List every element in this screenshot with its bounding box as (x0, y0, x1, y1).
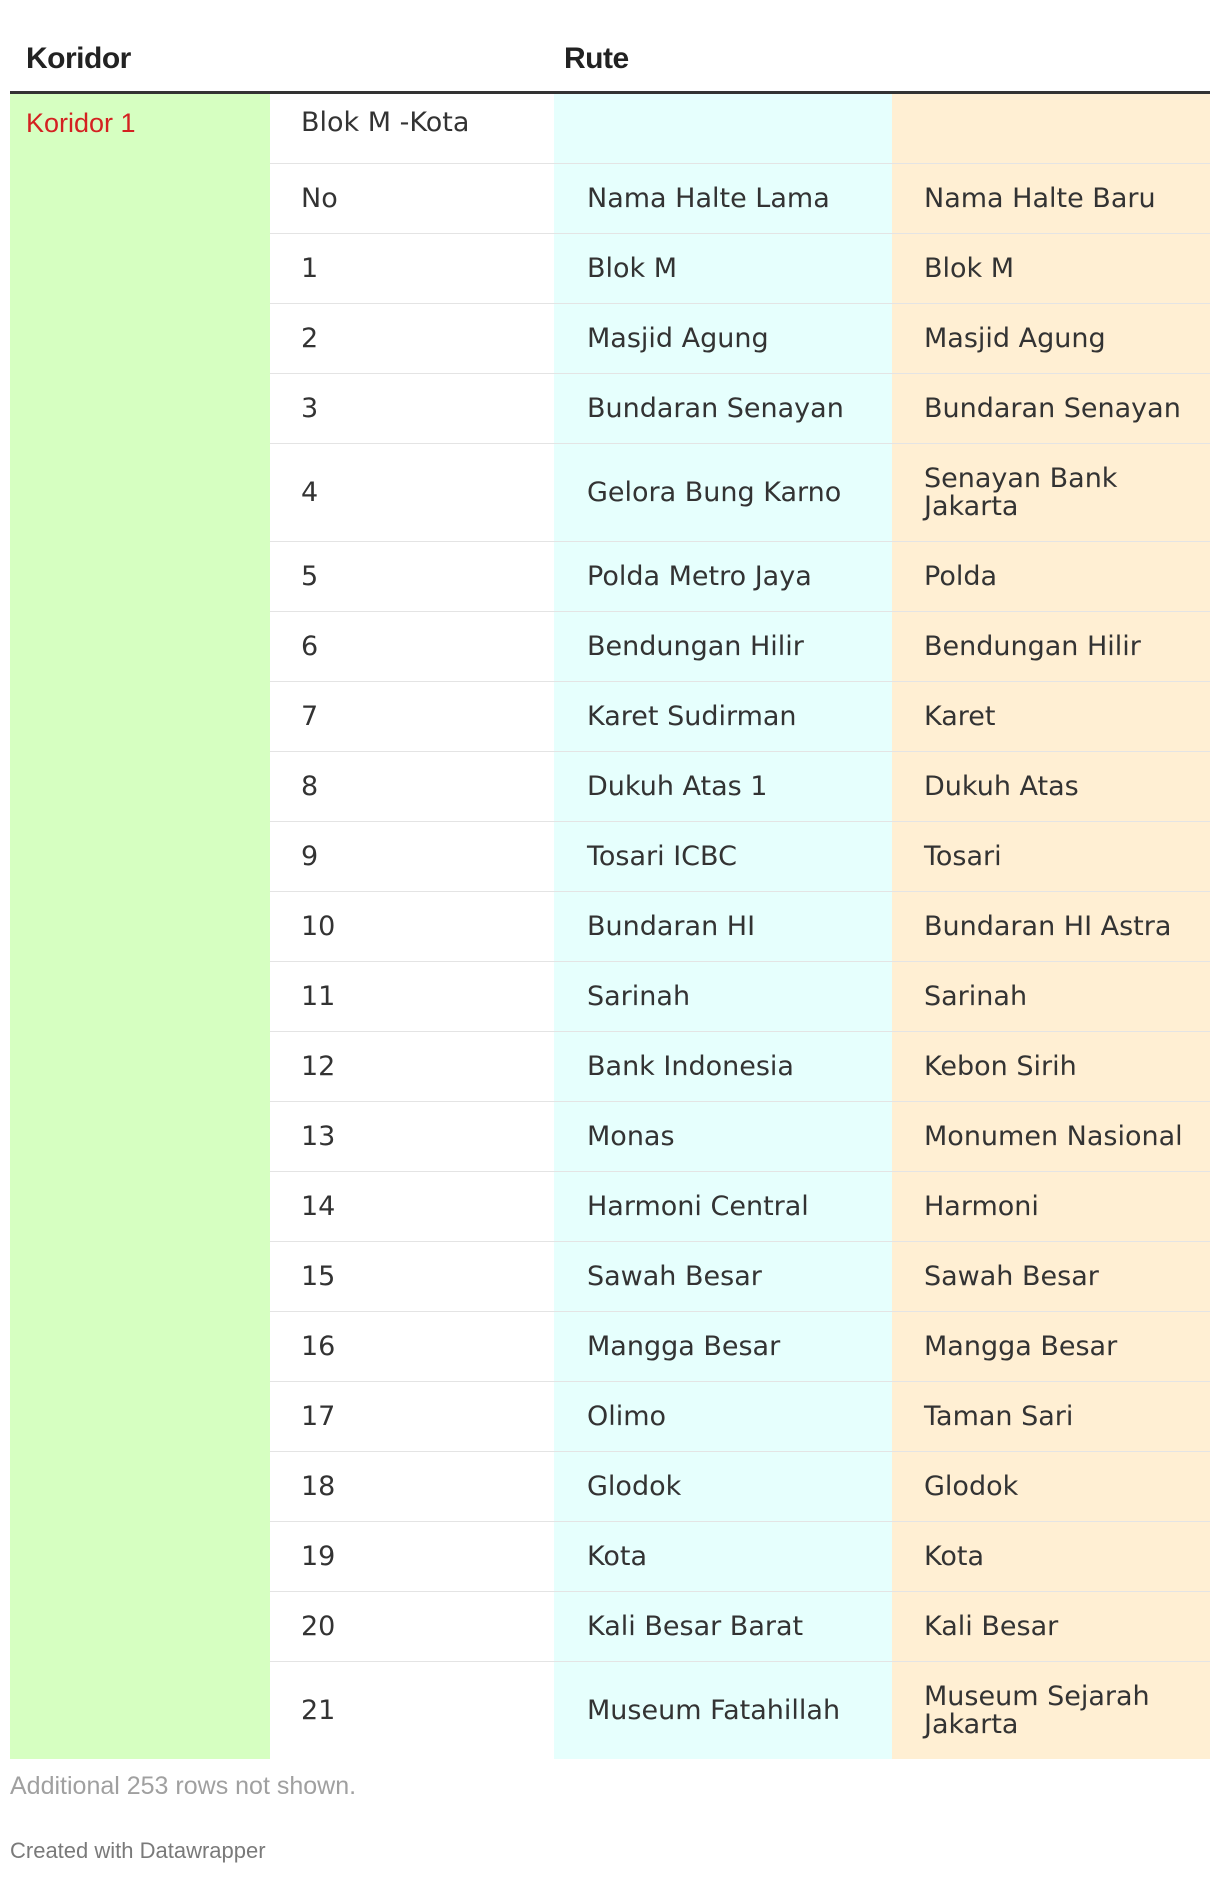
stop-number-cell: 14 (270, 1172, 554, 1242)
stop-number-cell: 6 (270, 612, 554, 682)
stop-number-cell: 9 (270, 822, 554, 892)
old-stop-name-cell: Bundaran HI (554, 892, 892, 962)
stop-number-cell: 4 (270, 444, 554, 542)
new-stop-name-cell: Kali Besar (892, 1592, 1210, 1662)
table-row (10, 612, 1210, 682)
old-stop-name-cell: Sawah Besar (554, 1242, 892, 1312)
new-stop-name-cell: Taman Sari (892, 1382, 1210, 1452)
new-stop-name-cell: Monumen Nasional (892, 1102, 1210, 1172)
table-row (10, 752, 1210, 822)
old-stop-name-cell: Harmoni Central (554, 1172, 892, 1242)
new-stop-name-cell: Karet (892, 682, 1210, 752)
table-row (10, 1312, 1210, 1382)
new-stop-name-cell: Masjid Agung (892, 304, 1210, 374)
koridor-cell (10, 444, 270, 542)
stop-number-cell: 18 (270, 1452, 554, 1522)
table-row (10, 1382, 1210, 1452)
old-stop-name-cell: Karet Sudirman (554, 682, 892, 752)
new-stop-name-cell: Bundaran Senayan (892, 374, 1210, 444)
table-row (10, 892, 1210, 962)
old-stop-name-cell: Museum Fatahillah (554, 1662, 892, 1759)
new-stop-name-cell: Blok M (892, 234, 1210, 304)
new-stop-name-cell: Polda (892, 542, 1210, 612)
koridor-label: Koridor 1 (26, 108, 136, 138)
koridor-cell (10, 892, 270, 962)
stop-number-cell: 13 (270, 1102, 554, 1172)
koridor-cell (10, 1102, 270, 1172)
table-row (10, 1662, 1210, 1759)
new-stop-name-cell: Sarinah (892, 962, 1210, 1032)
stop-number-cell: 17 (270, 1382, 554, 1452)
no-header-cell: No (270, 164, 554, 234)
bus-stop-table (10, 0, 1210, 1759)
old-stop-name-cell: Dukuh Atas 1 (554, 752, 892, 822)
table-row (10, 1242, 1210, 1312)
new-stop-name-cell: Sawah Besar (892, 1242, 1210, 1312)
stop-number-cell: 2 (270, 304, 554, 374)
stop-number-cell: 5 (270, 542, 554, 612)
header-koridor[interactable]: Koridor (26, 42, 131, 75)
table-row (10, 164, 1210, 234)
koridor-cell (10, 752, 270, 822)
table-row (10, 1592, 1210, 1662)
table-row (10, 234, 1210, 304)
stop-number-cell: 20 (270, 1592, 554, 1662)
koridor-cell (10, 822, 270, 892)
rows-not-shown-note: Additional 253 rows not shown. (10, 1772, 357, 1800)
old-stop-name-cell: Kali Besar Barat (554, 1592, 892, 1662)
koridor-cell (10, 1662, 270, 1759)
old-stop-name-cell: Blok M (554, 234, 892, 304)
new-stop-name-cell: Tosari (892, 822, 1210, 892)
koridor-cell (10, 1382, 270, 1452)
old-stop-name-cell: Masjid Agung (554, 304, 892, 374)
new-stop-name-cell: Bendungan Hilir (892, 612, 1210, 682)
table-row (10, 444, 1210, 542)
header-rute[interactable]: Rute (564, 42, 629, 75)
new-stop-name-cell: Senayan Bank Jakarta (892, 444, 1210, 542)
koridor-cell (10, 612, 270, 682)
empty-cell (892, 94, 1210, 164)
old-stop-name-cell: Polda Metro Jaya (554, 542, 892, 612)
datawrapper-credit[interactable]: Created with Datawrapper (10, 1838, 266, 1863)
old-stop-name-cell: Bendungan Hilir (554, 612, 892, 682)
table-row (10, 682, 1210, 752)
new-stop-name-cell: Bundaran HI Astra (892, 892, 1210, 962)
stop-number-cell: 12 (270, 1032, 554, 1102)
old-stop-name-cell: Glodok (554, 1452, 892, 1522)
koridor-cell (10, 1452, 270, 1522)
koridor-cell (10, 962, 270, 1032)
table-row (10, 1172, 1210, 1242)
table-body (10, 94, 1210, 1759)
old-stop-name-cell: Olimo (554, 1382, 892, 1452)
koridor-cell (10, 1032, 270, 1102)
new-stop-name-cell: Glodok (892, 1452, 1210, 1522)
table-row (10, 1102, 1210, 1172)
table-row (10, 374, 1210, 444)
table-row (10, 1522, 1210, 1592)
koridor-cell (10, 234, 270, 304)
stop-number-cell: 15 (270, 1242, 554, 1312)
old-stop-name-cell: Bank Indonesia (554, 1032, 892, 1102)
new-stop-name-cell: Kebon Sirih (892, 1032, 1210, 1102)
route-cell: Blok M -Kota (270, 94, 554, 164)
stop-number-cell: 16 (270, 1312, 554, 1382)
stop-number-cell: 1 (270, 234, 554, 304)
koridor-cell (10, 94, 270, 164)
stop-number-cell: 21 (270, 1662, 554, 1759)
stop-number-cell: 8 (270, 752, 554, 822)
old-stop-name-cell: Mangga Besar (554, 1312, 892, 1382)
koridor-cell (10, 682, 270, 752)
koridor-cell (10, 164, 270, 234)
new-stop-name-cell: Mangga Besar (892, 1312, 1210, 1382)
koridor-cell (10, 1172, 270, 1242)
old-stop-name-cell: Monas (554, 1102, 892, 1172)
koridor-cell (10, 542, 270, 612)
old-stop-name-cell: Bundaran Senayan (554, 374, 892, 444)
empty-cell (554, 94, 892, 164)
stop-number-cell: 19 (270, 1522, 554, 1592)
table-row (10, 94, 1210, 164)
old-stop-name-cell: Sarinah (554, 962, 892, 1032)
new-stop-name-cell: Kota (892, 1522, 1210, 1592)
table-row (10, 304, 1210, 374)
stop-number-cell: 3 (270, 374, 554, 444)
koridor-cell (10, 1312, 270, 1382)
old-stop-name-cell: Gelora Bung Karno (554, 444, 892, 542)
new-name-header-cell: Nama Halte Baru (892, 164, 1210, 234)
table-row (10, 1032, 1210, 1102)
koridor-cell (10, 1242, 270, 1312)
stop-number-cell: 7 (270, 682, 554, 752)
table-row (10, 1452, 1210, 1522)
stop-number-cell: 10 (270, 892, 554, 962)
table-row (10, 962, 1210, 1032)
stop-number-cell: 11 (270, 962, 554, 1032)
new-stop-name-cell: Harmoni (892, 1172, 1210, 1242)
new-stop-name-cell: Museum Sejarah Jakarta (892, 1662, 1210, 1759)
table-row (10, 822, 1210, 892)
koridor-cell (10, 1522, 270, 1592)
old-stop-name-cell: Tosari ICBC (554, 822, 892, 892)
koridor-cell (10, 1592, 270, 1662)
new-stop-name-cell: Dukuh Atas (892, 752, 1210, 822)
koridor-cell (10, 374, 270, 444)
table-row (10, 542, 1210, 612)
table-header (10, 0, 1210, 94)
koridor-cell (10, 304, 270, 374)
old-stop-name-cell: Kota (554, 1522, 892, 1592)
old-name-header-cell: Nama Halte Lama (554, 164, 892, 234)
